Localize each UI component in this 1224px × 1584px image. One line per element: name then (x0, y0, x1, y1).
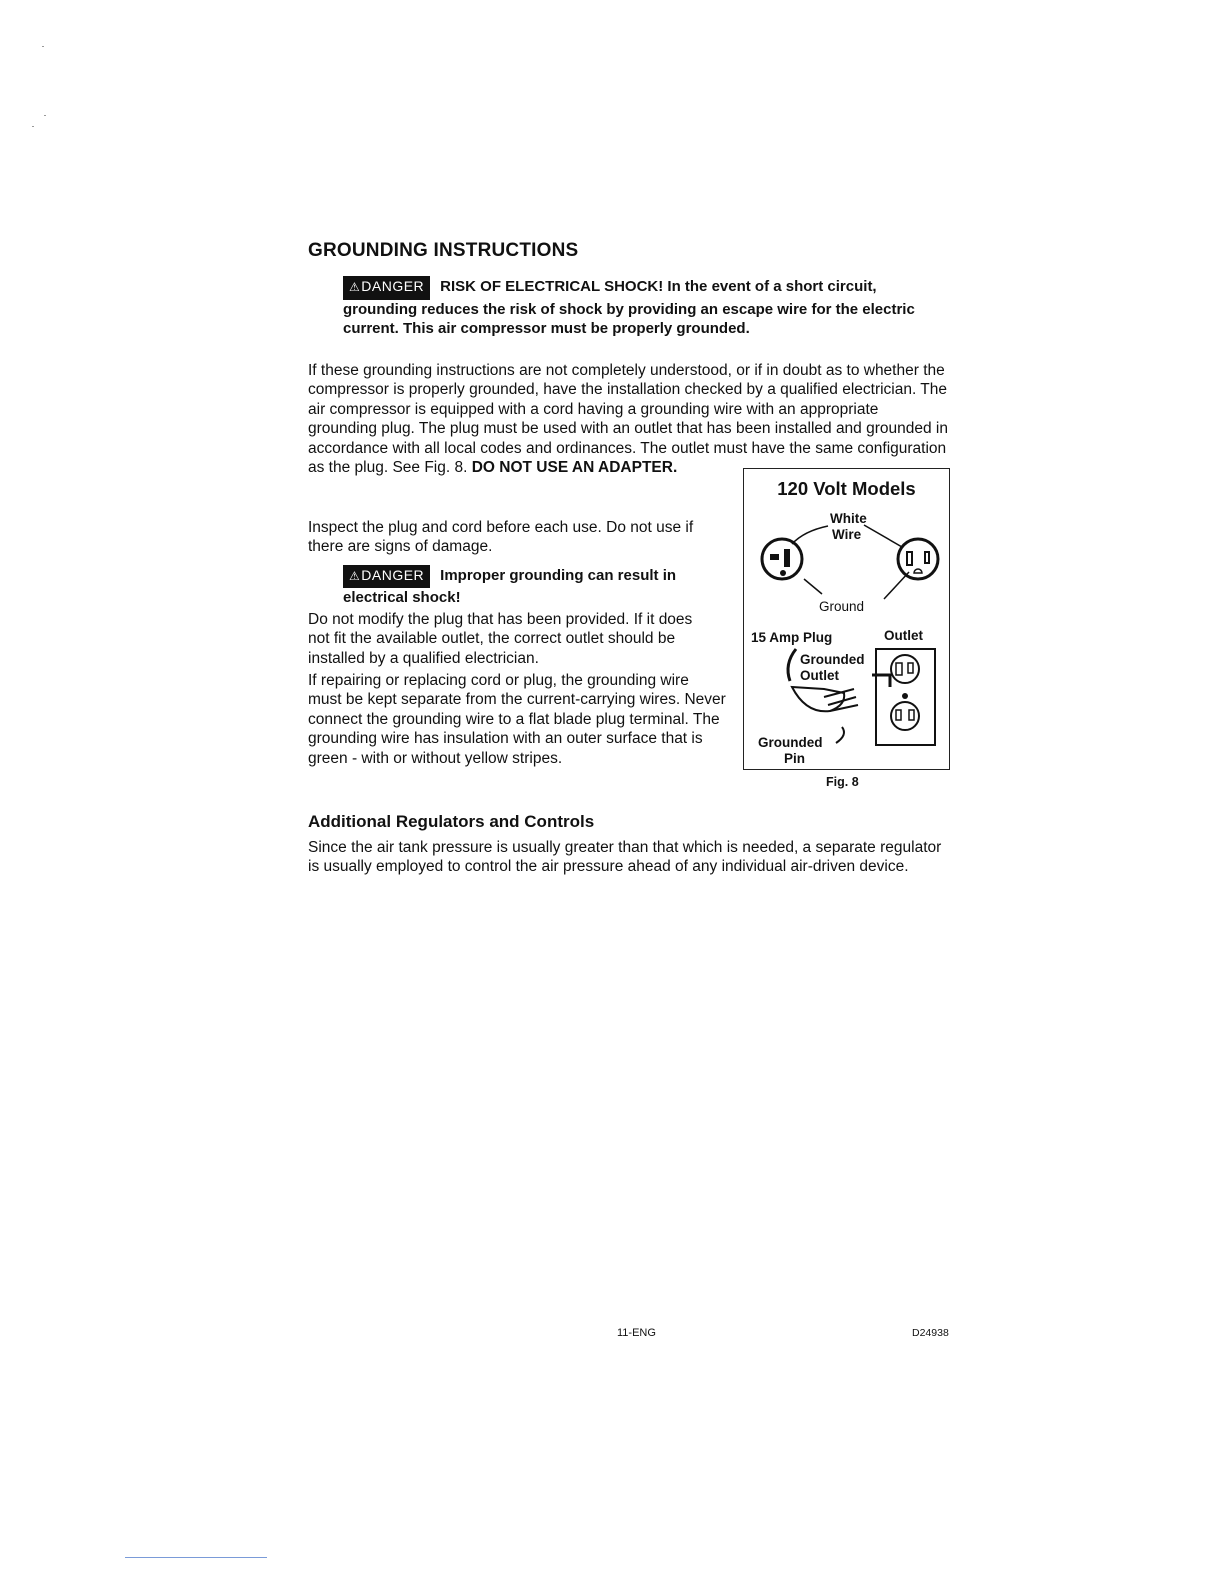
warning-text: Improper grounding can result in electrical shock! (343, 567, 677, 606)
warning-triangle-icon: ⚠ (349, 280, 361, 294)
no-adapter-warning: DO NOT USE AN ADAPTER. (471, 459, 678, 477)
regulators-paragraph: Since the air tank pressure is usually greater than that which is needed, a separate regulator is usually employed to control the air pressure ahead of any individual air-driven device. (308, 839, 942, 876)
grounded-outlet-label-2: Outlet (800, 668, 839, 683)
section-heading: GROUNDING INSTRUCTIONS (308, 240, 579, 261)
grounding-text: If these grounding instructions are not completely understood, or if in doubt as to whether the compressor is properly grounded, have the installation checked by a qualified electrician. The air compressor is equipped with a cord having a grounding wire with an appropriate grounding plug. The plug must be used with an outlet that has been installed and grounded in accordance with all local codes and ordinances. The outlet must have the same configuration as the plug. See Fig. 8. (308, 362, 948, 477)
warning-text: In the event of a short circuit, grounding reduces the risk of shock by providing an escape wire for the electric current. This air compressor must be properly grounded. (343, 278, 915, 337)
figure-caption: Fig. 8 (826, 775, 859, 789)
document-code: D24938 (912, 1327, 949, 1339)
amp-plug-label: 15 Amp Plug (751, 630, 833, 645)
scan-speck (44, 115, 46, 116)
bottom-rule (125, 1557, 267, 1558)
scan-speck (42, 46, 44, 47)
page-number: 11-ENG (617, 1327, 656, 1339)
ground-label: Ground (819, 599, 865, 614)
inspect-paragraph: Inspect the plug and cord before each use. Do not use if there are signs of damage. (308, 519, 694, 556)
grounded-pin-label-1: Grounded (758, 735, 823, 750)
danger-badge (343, 565, 430, 588)
warning-triangle-icon: ⚠ (349, 569, 361, 583)
danger-label: DANGER (361, 278, 425, 294)
outlet-face-icon (898, 539, 938, 579)
figure-8-box (743, 468, 950, 770)
grounded-pin-label-2: Pin (784, 751, 806, 766)
danger-warning-2 (343, 565, 723, 607)
wire-label: Wire (832, 527, 862, 542)
wall-outlet-icon (872, 649, 935, 745)
danger-label: DANGER (361, 567, 425, 583)
danger-badge (343, 276, 430, 300)
scan-speck (32, 126, 34, 127)
repair-paragraph: If repairing or replacing cord or plug, the grounding wire must be kept separate from the current-carrying wires. Never connect the grounding wire to a flat blade plug terminal. The grounding wire has insulation with an outer surface that is green - with or without yellow stripes. (308, 672, 726, 767)
subsection-heading: Additional Regulators and Controls (308, 812, 595, 831)
white-label: White (830, 511, 867, 526)
danger-warning-1 (343, 276, 923, 339)
outlet-label: Outlet (884, 628, 923, 643)
warning-lead: RISK OF ELECTRICAL SHOCK! (440, 278, 664, 295)
modify-paragraph: Do not modify the plug that has been provided. If it does not fit the available outlet, the correct outlet should be installed by a qualified electrician. (308, 611, 693, 667)
grounding-paragraph (308, 361, 948, 477)
plug-face-icon (762, 539, 802, 579)
figure-title: 120 Volt Models (777, 478, 916, 499)
grounded-outlet-label-1: Grounded (800, 652, 865, 667)
